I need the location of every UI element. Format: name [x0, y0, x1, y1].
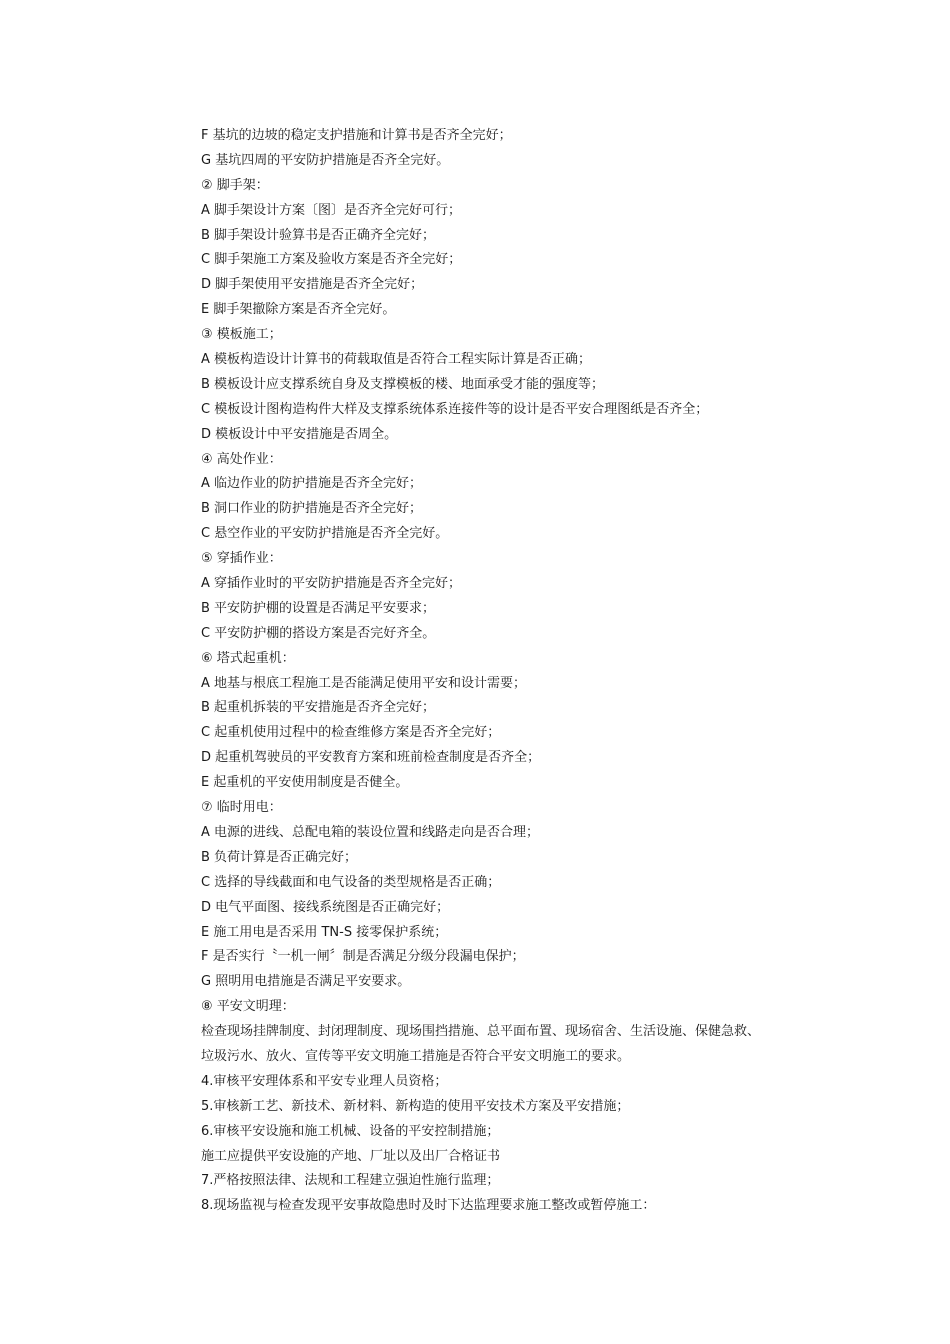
text-line: D 脚手架使用平安措施是否齐全完好；: [201, 277, 424, 293]
paragraph-line: 检查现场挂牌制度、封闭理制度、现场围挡措施、总平面布置、现场宿舍、生活设施、保健急救、: [201, 1024, 761, 1040]
text-line: E 施工用电是否采用 TN-S 接零保护系统；: [201, 924, 448, 940]
text-line: B 起重机拆装的平安措施是否齐全完好；: [201, 700, 436, 716]
text-line: D 起重机驾驶员的平安教育方案和班前检查制度是否齐全；: [201, 750, 541, 766]
text-line: A 模板构造设计计算书的荷载取值是否符合工程实际计算是否正确；: [201, 352, 592, 368]
text-line: D 模板设计中平安措施是否周全。: [201, 426, 398, 442]
text-line: A 地基与根底工程施工是否能满足使用平安和设计需要；: [201, 675, 527, 691]
section-heading: ④ 高处作业：: [201, 451, 282, 467]
section-heading: ⑤ 穿插作业：: [201, 551, 282, 567]
document-body: [201, 124, 841, 1219]
numbered-item: 4.审核平安理体系和平安专业理人员资格；: [201, 1073, 448, 1089]
text-line: B 模板设计应支撑系统自身及支撑模板的楼、地面承受才能的强度等；: [201, 376, 605, 392]
text-line: E 脚手架撤除方案是否齐全完好。: [201, 302, 396, 318]
section-heading: ⑥ 塔式起重机：: [201, 650, 295, 666]
text-line: 施工应提供平安设施的产地、厂址以及出厂合格证书: [201, 1148, 501, 1164]
text-line: C 悬空作业的平安防护措施是否齐全完好。: [201, 526, 449, 542]
text-line: B 负荷计算是否正确完好；: [201, 849, 358, 865]
text-line: B 洞口作业的防护措施是否齐全完好；: [201, 501, 423, 517]
text-line: G 基坑四周的平安防护措施是否齐全完好。: [201, 152, 450, 168]
text-line: C 起重机使用过程中的检查维修方案是否齐全完好；: [201, 725, 501, 741]
section-heading: ② 脚手架：: [201, 177, 269, 193]
text-line: C 选择的导线截面和电气设备的类型规格是否正确；: [201, 874, 501, 890]
section-heading: ⑦ 临时用电：: [201, 800, 282, 816]
section-heading: ③ 模板施工；: [201, 327, 282, 343]
text-line: G 照明用电措施是否满足平安要求。: [201, 974, 411, 990]
text-line: A 电源的进线、总配电箱的装设位置和线路走向是否合理；: [201, 824, 540, 840]
numbered-item: 8.现场监视与检查发现平安事故隐患时及时下达监理要求施工整改或暂停施工：: [201, 1198, 656, 1214]
text-line: C 模板设计图构造构件大样及支撑系统体系连接件等的设计是否平安合理图纸是否齐全；: [201, 401, 709, 417]
text-line: C 平安防护棚的搭设方案是否完好齐全。: [201, 625, 436, 641]
text-line: A 临边作业的防护措施是否齐全完好；: [201, 476, 423, 492]
text-line: D 电气平面图、接线系统图是否正确完好；: [201, 899, 450, 915]
text-line: F 基坑的边坡的稳定支护措施和计算书是否齐全完好；: [201, 128, 512, 143]
text-line: B 平安防护棚的设置是否满足平安要求；: [201, 600, 436, 616]
numbered-item: 5.审核新工艺、新技术、新材料、新构造的使用平安技术方案及平安措施；: [201, 1098, 630, 1114]
text-line: B 脚手架设计验算书是否正确齐全完好；: [201, 227, 436, 243]
text-line: A 脚手架设计方案〔图〕是否齐全完好可行；: [201, 202, 462, 218]
text-line: E 起重机的平安使用制度是否健全。: [201, 775, 409, 791]
text-line: A 穿插作业时的平安防护措施是否齐全完好；: [201, 576, 462, 592]
paragraph-line: 垃圾污水、放火、宣传等平安文明施工措施是否符合平安文明施工的要求。: [201, 1048, 631, 1064]
numbered-item: 7.严格按照法律、法规和工程建立强迫性施行监理；: [201, 1173, 500, 1189]
numbered-item: 6.审核平安设施和施工机械、设备的平安控制措施；: [201, 1123, 500, 1139]
text-line: F 是否实行〝一机一闸〞制是否满足分级分段漏电保护；: [201, 949, 525, 965]
section-heading: ⑧ 平安文明理：: [201, 999, 295, 1015]
text-line: C 脚手架施工方案及验收方案是否齐全完好；: [201, 252, 462, 268]
